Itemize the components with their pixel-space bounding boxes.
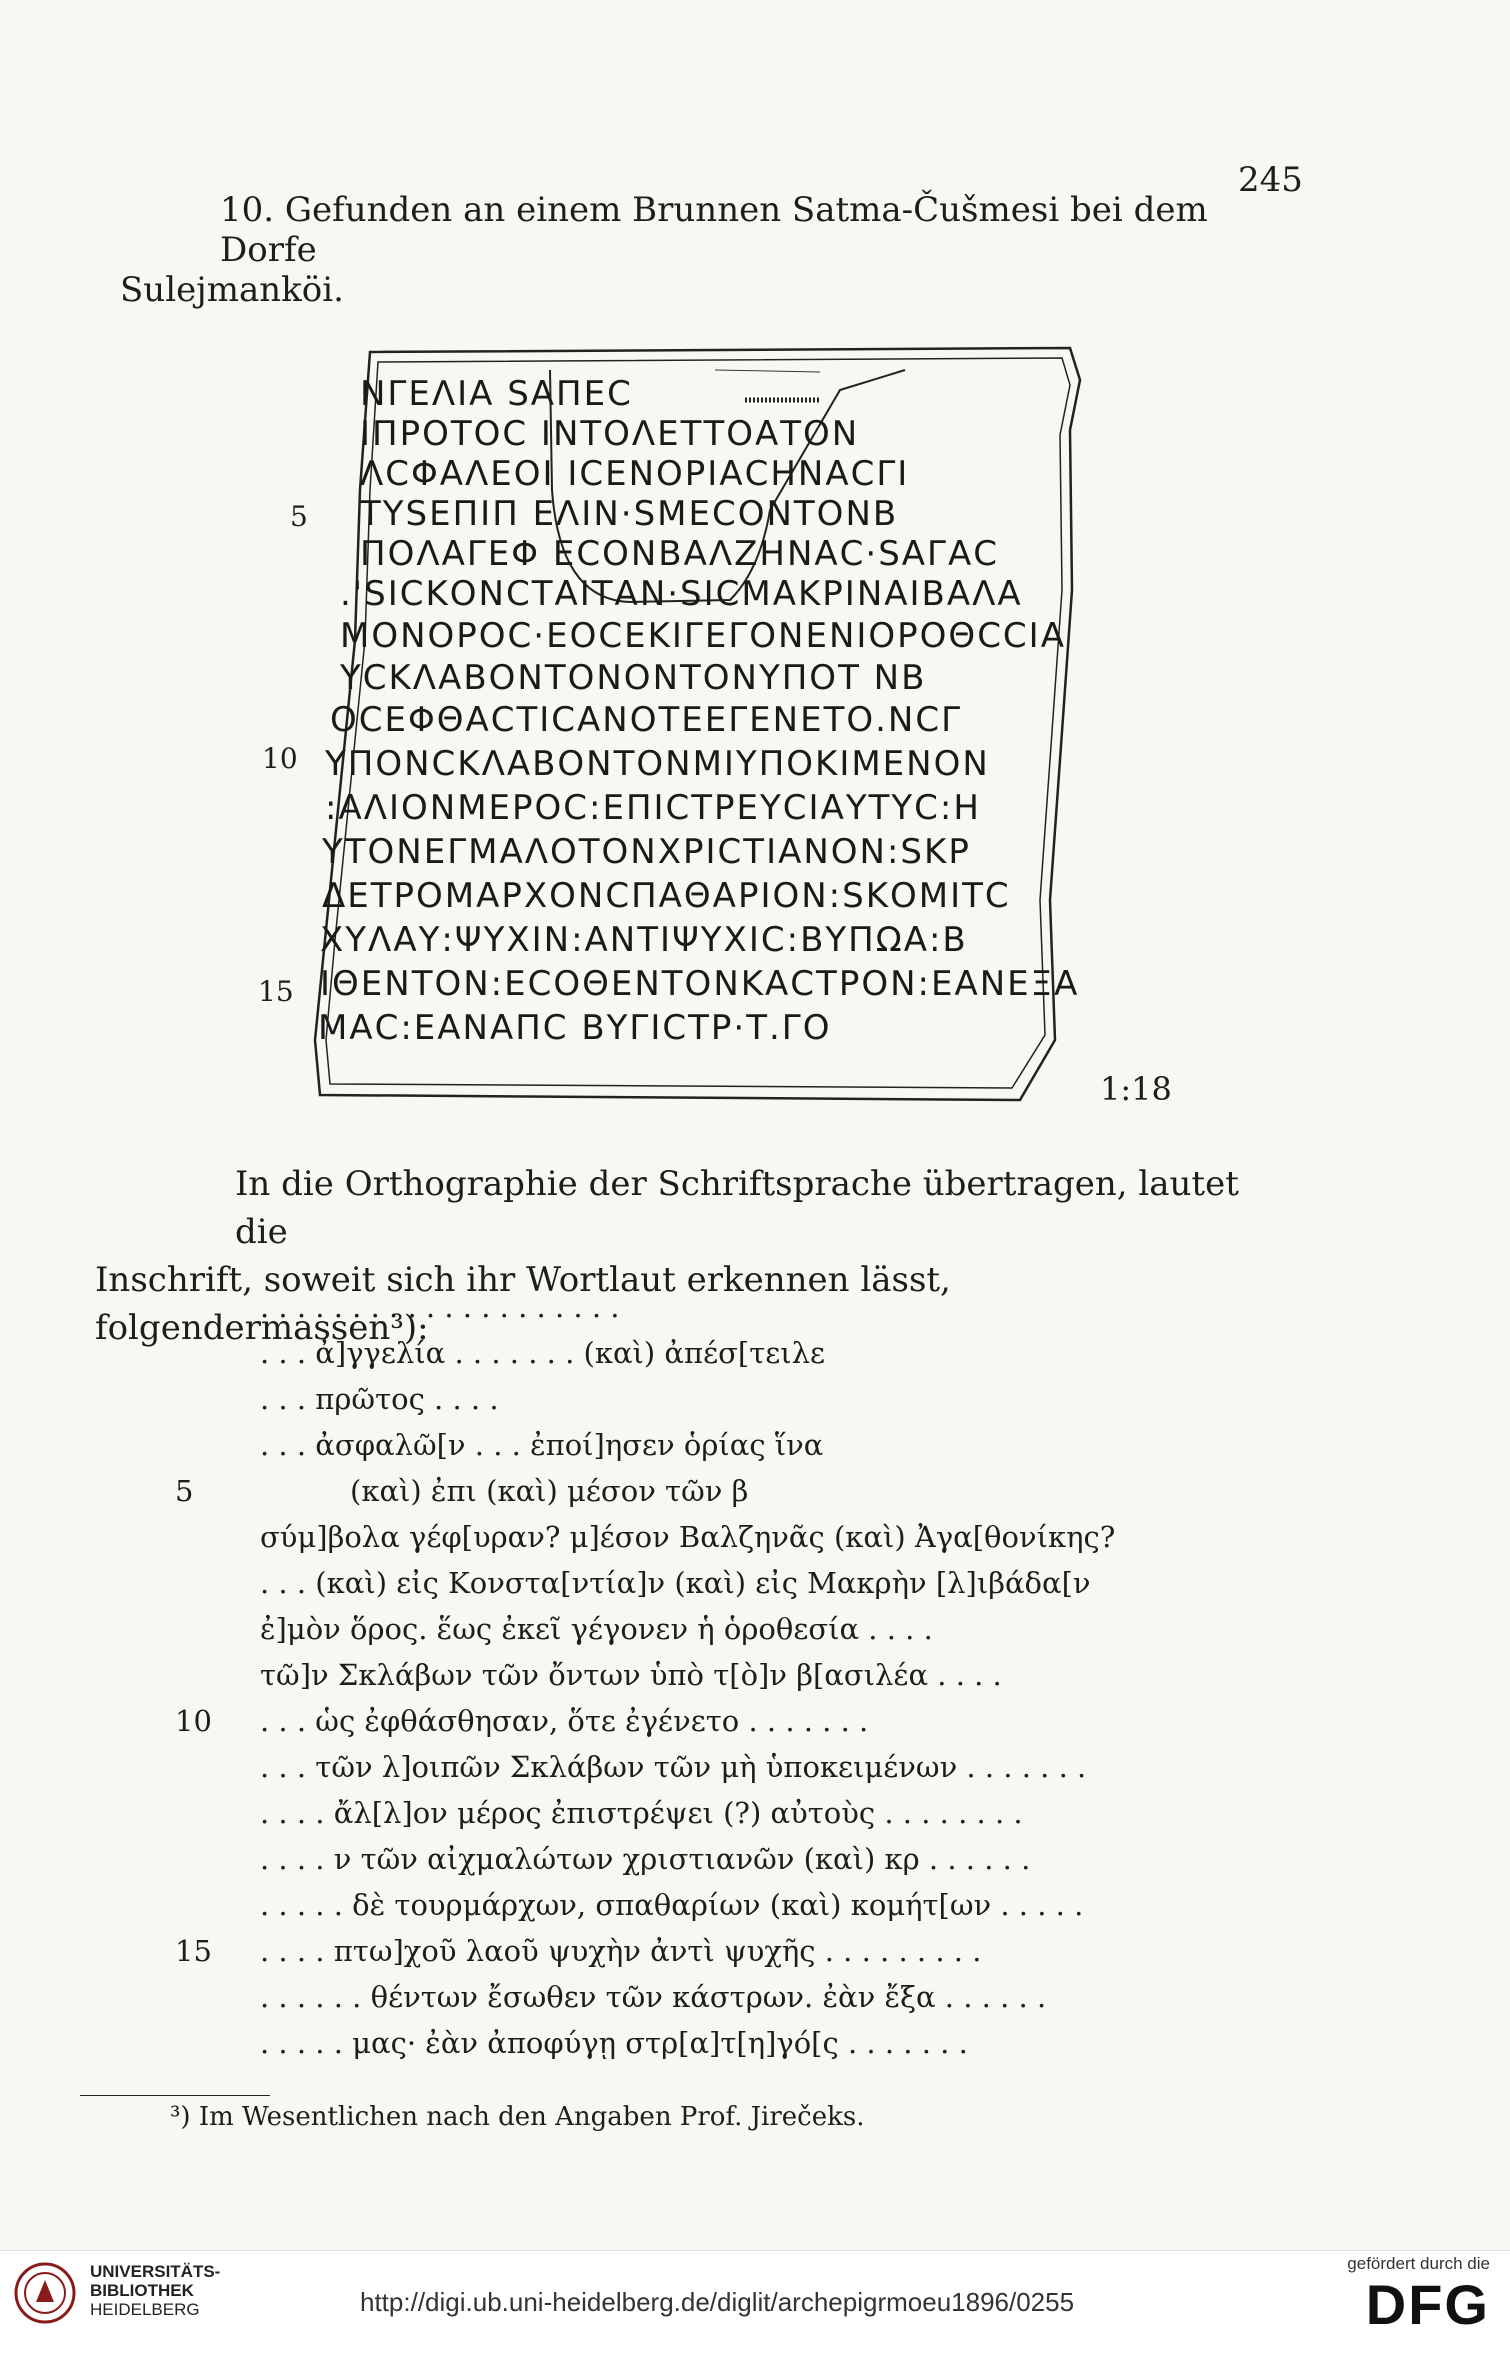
university-seal-icon (14, 2262, 76, 2324)
page-number: 245 (1238, 160, 1303, 200)
inscription-line: ΙΘΕΝΤΟΝ:ΕCΟΘΕΝΤΟΝΚΑCΤΡΟΝ:ΕΑΝΕΞΑ (320, 964, 1080, 1004)
translit-line: (καὶ) ἐπι (καὶ) μέσον τῶν β (350, 1474, 749, 1508)
translit-line: . . . . . . . . . . . . . . . . . . . . (260, 1290, 620, 1324)
translit-line: . . . . . δὲ τουρμάρχων, σπαθαρίων (καὶ) κομήτ[ων . . . . . (260, 1888, 1084, 1922)
inscription-line-number: 15 (258, 975, 294, 1008)
heading-line-2: Sulejmanköi. (120, 270, 344, 310)
inscription-line: ΠΟΛΑΓΕΦ ΕCΟΝΒΑΛΖΗΝΑC·SΑΓΑC (360, 534, 999, 574)
inscription-drawing (300, 340, 1090, 1120)
institution-line: UNIVERSITÄTS- (90, 2262, 221, 2281)
translit-line: . . . . . μας· ἐὰν ἀποφύγῃ στρ[α]τ[η]γό[ς . . . . . . . (260, 2026, 968, 2060)
inscription-line-number: 5 (290, 500, 308, 533)
heading-line-1: 10. Gefunden an einem Brunnen Satma-Čušmesi bei dem Dorfe (220, 190, 1208, 270)
inscription-line: ΥΠΟΝCΚΛΑΒΟΝΤΟΝΜΙΥΠΟΚΙΜΕΝΟΝ (325, 744, 990, 784)
translit-line: ἐ]μὸν ὅρος. ἕως ἐκεῖ γέγονεν ἡ ὁροθεσία . . . . (260, 1612, 933, 1646)
translit-line: . . . . ν τῶν αἰχμαλώτων χριστιανῶν (καὶ) κρ . . . . . . (260, 1842, 1031, 1876)
translit-line: . . . ἀσφαλῶ[ν . . . ἐποί]ησεν ὁρίας ἵνα (260, 1428, 824, 1462)
document-url-link[interactable]: http://digi.ub.uni-heidelberg.de/diglit/archepigrmoeu1896/0255 (360, 2287, 1075, 2317)
footnote: ³) Im Wesentlichen nach den Angaben Prof. Jirečeks. (170, 2102, 865, 2132)
section-heading (120, 190, 1300, 310)
inscription-line: ΤΥSΕΠΙΠ ΕΛΙΝ·SΜΕCΟΝΤΟΝΒ (360, 494, 899, 534)
translit-line: . . . (καὶ) εἰς Κονστα[ντία]ν (καὶ) εἰς Μακρὴν [λ]ιβάδα[ν (260, 1566, 1091, 1600)
inscription-line: ΛCΦΑΛΕΟΙ ΙCΕΝΟΡΙΑCΗΝΑCΓΙ (360, 454, 910, 494)
translit-line: . . . . . . θέντων ἔσωθεν τῶν κάστρων. ἐὰν ἔξα . . . . . . (260, 1980, 1047, 2014)
scale-label: 1:18 (1100, 1070, 1172, 1108)
footnote-rule (80, 2095, 270, 2096)
translit-line: . . . τῶν λ]οιπῶν Σκλάβων τῶν μὴ ὑποκειμένων . . . . . . . (260, 1750, 1087, 1784)
translit-line: . . . πρῶτος . . . . (260, 1382, 499, 1416)
inscription-line: ΝΓΕΛΙΑ SΑΠΕC (360, 374, 633, 414)
translit-line: . . . . πτω]χοῦ λαοῦ ψυχὴν ἀντὶ ψυχῆς . . . . . . . . . (260, 1934, 982, 1968)
intro-line-2: Inschrift, soweit sich ihr Wortlaut erkennen lässt, folgendermassen³): (95, 1260, 951, 1348)
translit-line-number: 10 (175, 1704, 212, 1738)
inscription-line: .'SΙCΚΟΝCΤΑΙΤΑΝ·SΙCΜΑΚΡΙΝΑΙΒΑΛΑ (340, 574, 1023, 614)
inscription-line: ΥCΚΛΑΒΟΝΤΟΝΟΝΤΟΝΥΠΟΤ ΝΒ (340, 658, 927, 698)
translit-line: . . . ἀ]γγελία . . . . . . . (καὶ) ἀπέσ[τειλε (260, 1336, 826, 1370)
inscription-line: ΧΥΛΑΥ:ΨΥΧΙΝ:ΑΝΤΙΨΥΧΙC:ΒΥΠΩΑ:Β (320, 920, 968, 960)
inscription-line: ΥΤΟΝΕΓΜΑΛΟΤΟΝΧΡΙCΤΙΑΝΟΝ:SΚΡ (322, 832, 971, 872)
translit-line: τῶ]ν Σκλάβων τῶν ὄντων ὑπὸ τ[ὸ]ν β[ασιλέα . . . . (260, 1658, 1002, 1692)
translit-line: . . . . ἄλ[λ]ον μέρος ἐπιστρέψει (?) αὐτοὺς . . . . . . . . (260, 1796, 1023, 1830)
institution-line: HEIDELBERG (90, 2300, 200, 2319)
inscription-line: :ΑΛΙΟΝΜΕΡΟC:ΕΠΙCΤΡΕΥCΙΑΥΤΥC:Η (325, 788, 981, 828)
institution-logo[interactable] (14, 2262, 220, 2324)
translit-line-number: 15 (175, 1934, 212, 1968)
institution-line: BIBLIOTHEK (90, 2281, 194, 2300)
translit-line: . . . ὡς ἐφθάσθησαν, ὅτε ἐγένετο . . . . . . . (260, 1704, 869, 1738)
inscription-line: ΔΕΤΡΟΜΑΡΧΟΝCΠΑΘΑΡΙΟΝ:SΚΟΜΙΤC (322, 876, 1011, 916)
translit-line-number: 5 (175, 1474, 194, 1508)
inscription-line: ΜΟΝΟΡΟC·ΕΟCΕΚΙΓΕΓΟΝΕΝΙΟΡΟΘCCΙΑ (340, 616, 1066, 656)
intro-line-1: In die Orthographie der Schriftsprache übertragen, lautet die (235, 1164, 1239, 1252)
sponsor-label: gefördert durch die (1347, 2254, 1490, 2273)
dfg-logo-text: DFG (1365, 2273, 1490, 2336)
inscription-line-number: 10 (262, 742, 298, 775)
sponsor-logo[interactable] (1347, 2254, 1490, 2336)
inscription-line: ΜΑC:ΕΑΝΑΠC ΒΥΓΙCΤΡ·Τ.ΓΟ (318, 1008, 832, 1048)
inscription-line: ΙΠΡΟΤΟC ΙΝΤΟΛΕΤΤΟΑΤΟΝ (360, 414, 860, 454)
institution-name (90, 2262, 220, 2319)
translit-line: σύμ]βολα γέφ[υραν? μ]έσον Βαλζηνᾶς (καὶ) Ἀγα[θονίκης? (260, 1520, 1116, 1554)
inscription-line: ΟCΕΦΘΑCΤΙCΑΝΟΤΕΕΓΕΝΕΤΟ.ΝCΓ (330, 700, 963, 740)
